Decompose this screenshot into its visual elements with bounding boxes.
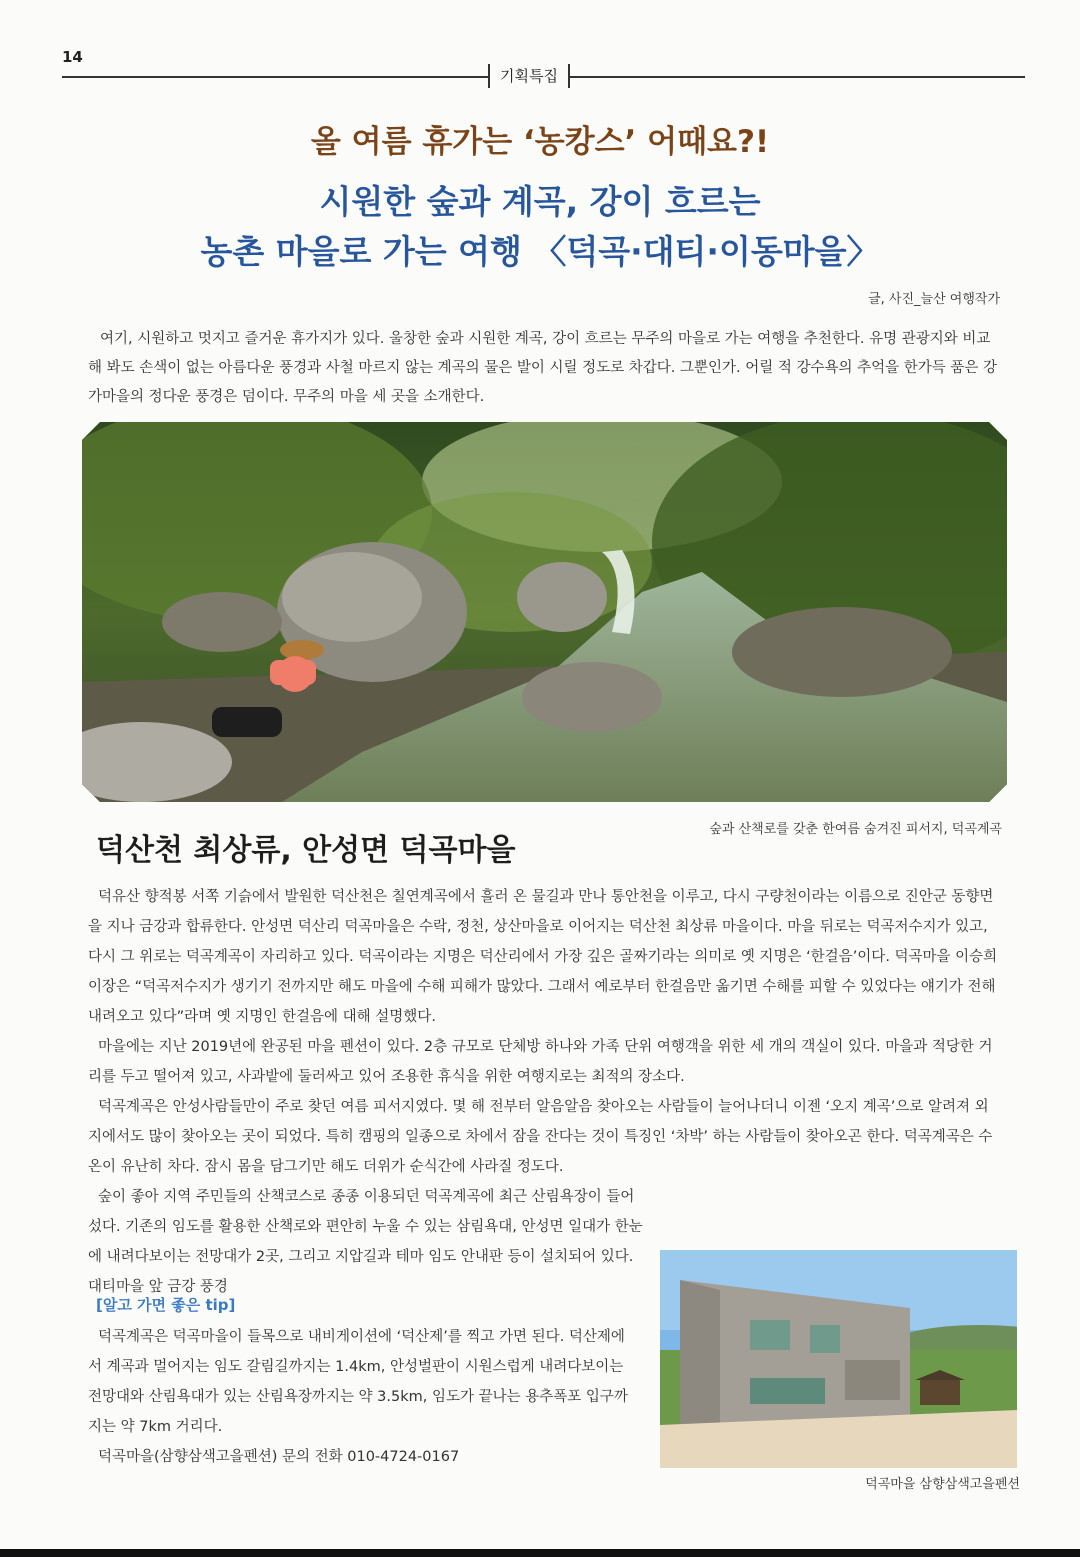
byline: 글, 사진_늘산 여행작가 <box>868 292 1000 307</box>
tip-contact: 덕곡마을(삼향삼색고을펜션) 문의 전화 010-4724-0167 <box>98 1449 460 1465</box>
section-label: 기획특집 <box>488 64 570 88</box>
body-paragraph: 덕곡계곡은 안성사람들만이 주로 찾던 여름 피서지였다. 몇 해 전부터 알음알음 찾아오는 사람들이 늘어나더니 이젠 ‘오지 계곡’으로 알려져 외지에서도 많이 찾아오는 곳이 되었다. 특히 캠핑의 일종으로 차에서 잠을 잔다는 것이 특징인 ‘차박’ 하는 사람들이 찾아오곤 한다. 덕곡계곡은 수온이 유난히 차다. 잠시 몸을 담그기만 해도 더위가 순식간에 사라질 정도다. <box>88 1099 993 1175</box>
intro-paragraph: 여기, 시원하고 멋지고 즐거운 휴가지가 있다. 울창한 숲과 시원한 계곡, 강이 흐르는 무주의 마을로 가는 여행을 추천한다. 유명 관광지와 비교해 봐도 손색이 없는 아름다운 풍경과 사철 마르지 않는 계곡의 물은 발이 시릴 정도로 차갑다. 그뿐인가. 어릴 적 강수욕의 추억을 한가득 품은 강가마을의 정다운 풍경은 덤이다. 무주의 마을 세 곳을 소개한다. <box>88 331 998 405</box>
tip-body <box>88 1322 636 1472</box>
tip-title: [알고 가면 좋은 tip] <box>96 1296 236 1314</box>
body-paragraph: 숲이 좋아 지역 주민들의 산책코스로 종종 이용되던 덕곡계곡에 최근 산림욕장이 들어섰다. 기존의 임도를 활용한 산책로와 편안히 누울 수 있는 삼림욕대, 안성면 일대가 한눈에 내려다보이는 전망대가 2곳, 그리고 지압길과 테마 임도 안내판 등이 설치되어 있다. 대티마을 앞 금강 풍경 <box>88 1189 643 1295</box>
main-photo-valley-stream <box>82 422 1007 802</box>
page-number: 14 <box>62 48 83 66</box>
body-paragraph: 마을에는 지난 2019년에 완공된 마을 펜션이 있다. 2층 규모로 단체방 하나와 가족 단위 여행객을 위한 세 개의 객실이 있다. 마을과 적당한 거리를 두고 떨어져 있고, 사과밭에 둘러싸고 있어 조용한 휴식을 위한 여행지로는 최적의 장소다. <box>88 1039 993 1085</box>
headline-line-1: 시원한 숲과 계곡, 강이 흐르는 <box>319 182 761 221</box>
side-photo-pension <box>660 1250 1017 1468</box>
section-body <box>88 882 1000 1302</box>
body-paragraph: 덕유산 향적봉 서쪽 기슭에서 발원한 덕산천은 칠연계곡에서 흘러 온 물길과 만나 통안천을 이루고, 다시 구량천이라는 이름으로 진안군 동향면을 지나 금강과 합류한다. 안성면 덕산리 덕곡마을은 수락, 정천, 상산마을로 이어지는 덕산천 최상류 마을이다. 마을 뒤로는 덕곡저수지가 있고, 다시 그 위로는 덕곡계곡이 자리하고 있다. 덕곡이라는 지명은 덕산리에서 가장 깊은 골짜기라는 의미로 옛 지명은 ‘한걸음’이다. 덕곡마을 이승희 이장은 “덕곡저수지가 생기기 전까지만 해도 마을에 수해 피해가 많았다. 그래서 예로부터 한걸음만 옮기면 수해를 피할 수 있었다는 얘기가 전해 내려오고 있다”라며 옛 지명인 한걸음에 대해 설명했다. <box>88 889 998 1025</box>
bottom-edge-bar <box>0 1549 1080 1557</box>
kicker-title: 올 여름 휴가는 ‘농캉스’ 어때요?! <box>310 124 770 160</box>
tip-paragraph: 덕곡계곡은 덕곡마을이 들목으로 내비게이션에 ‘덕산제’를 찍고 가면 된다. 덕산제에서 계곡과 멀어지는 임도 갈림길까지는 1.4km, 안성벌판이 시원스럽게 내려다보이는 전망대와 산림욕대가 있는 산림욕장까지는 약 3.5km, 임도가 끝나는 용추폭포 입구까지는 약 7km 거리다. <box>88 1329 628 1435</box>
side-photo-caption: 덕곡마을 삼향삼색고을펜션 <box>865 1477 1020 1492</box>
headline-line-2: 농촌 마을로 가는 여행 〈덕곡·대티·이동마을〉 <box>200 232 880 271</box>
main-photo-caption: 숲과 산책로를 갖춘 한여름 숨겨진 피서지, 덕곡계곡 <box>709 822 1002 837</box>
section-title: 덕산천 최상류, 안성면 덕곡마을 <box>96 833 516 868</box>
